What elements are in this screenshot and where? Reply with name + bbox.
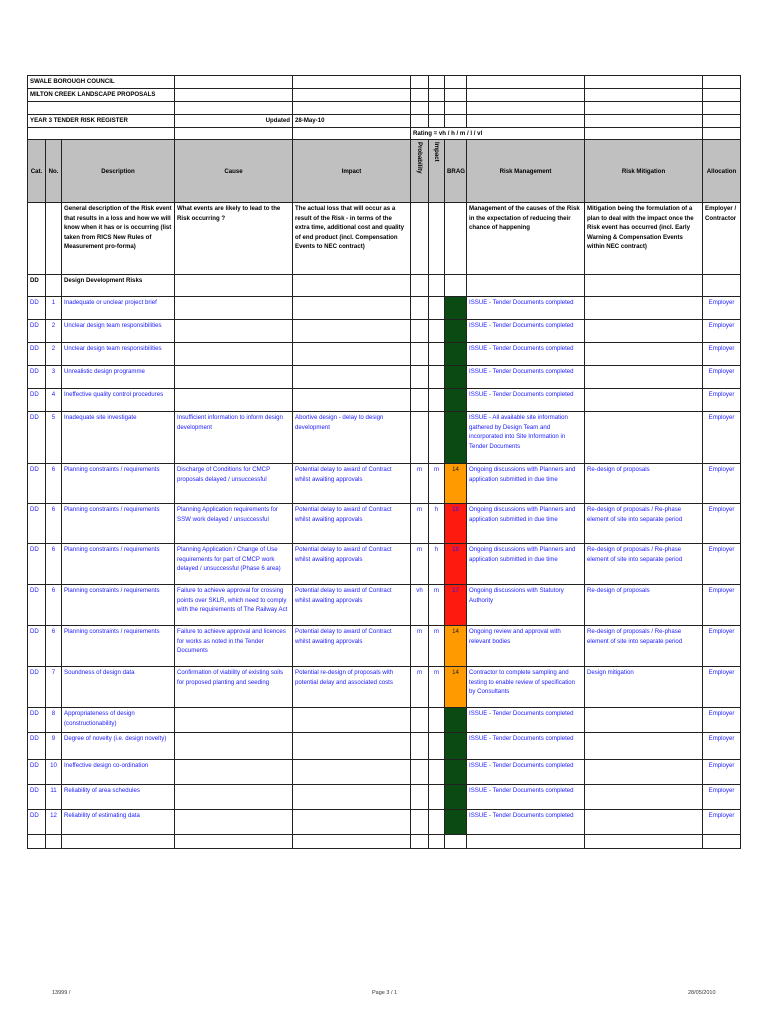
col-impact-rating: Impact	[433, 142, 441, 163]
risk-no: 6	[46, 544, 62, 585]
risk-probability: m	[411, 544, 429, 585]
table-row	[28, 810, 741, 835]
risk-cause	[175, 366, 293, 389]
risk-probability	[411, 760, 429, 785]
risk-allocation: Employer	[703, 412, 741, 464]
risk-management: ISSUE - Tender Documents completed	[467, 733, 585, 760]
risk-management: Ongoing discussions with Planners and application submitted in due time	[467, 544, 585, 585]
risk-cause	[175, 389, 293, 412]
risk-description: Planning constraints / requirements	[62, 544, 175, 585]
risk-cat: DD	[28, 504, 46, 544]
risk-impact	[293, 785, 411, 810]
risk-cause: Planning Application / Change of Use requirements for part of CMCP work delayed / unsuccessful (Phase 6 area)	[175, 544, 293, 585]
risk-description: Ineffective quality control procedures	[62, 389, 175, 412]
risk-description: Degree of novelty (i.e. design novelty)	[62, 733, 175, 760]
risk-impact-rating: m	[429, 667, 445, 708]
risk-no: 10	[46, 760, 62, 785]
risk-no: 2	[46, 320, 62, 343]
risk-description: Unclear design team responsibilities	[62, 320, 175, 343]
risk-brag	[445, 810, 467, 835]
risk-no: 2	[46, 343, 62, 366]
col-probability: Probability	[416, 142, 424, 174]
council-name: SWALE BOROUGH COUNCIL	[28, 76, 175, 89]
explain-allocation: Employer / Contractor	[703, 203, 741, 275]
risk-probability	[411, 733, 429, 760]
risk-rows	[28, 297, 741, 835]
risk-description: Planning constraints / requirements	[62, 626, 175, 667]
risk-description: Planning constraints / requirements	[62, 464, 175, 504]
risk-impact-rating	[429, 412, 445, 464]
col-allocation: Allocation	[703, 140, 741, 203]
risk-management: Ongoing discussions with Planners and application submitted in due time	[467, 504, 585, 544]
risk-probability	[411, 320, 429, 343]
risk-probability	[411, 785, 429, 810]
table-row	[28, 389, 741, 412]
risk-impact	[293, 810, 411, 835]
footer-date: 28/05/2010	[688, 990, 716, 996]
risk-impact	[293, 320, 411, 343]
updated-label: Updated	[175, 115, 293, 128]
risk-cat: DD	[28, 320, 46, 343]
risk-no: 12	[46, 810, 62, 835]
risk-impact-rating	[429, 733, 445, 760]
risk-no: 6	[46, 504, 62, 544]
explain-risk-management: Management of the causes of the Risk in the expectation of reducing their chance of happening	[467, 203, 585, 275]
risk-cat: DD	[28, 297, 46, 320]
table-row	[28, 366, 741, 389]
risk-probability	[411, 389, 429, 412]
table-row	[28, 760, 741, 785]
risk-impact	[293, 297, 411, 320]
risk-mitigation: Re-design of proposals	[585, 464, 703, 504]
risk-management: Ongoing discussions with Statutory Authority	[467, 585, 585, 626]
risk-impact-rating	[429, 366, 445, 389]
risk-impact: Potential re-design of proposals with potential delay and associated costs	[293, 667, 411, 708]
risk-mitigation	[585, 366, 703, 389]
risk-allocation: Employer	[703, 810, 741, 835]
col-description: Description	[62, 140, 175, 203]
table-row	[28, 544, 741, 585]
risk-probability	[411, 366, 429, 389]
table-row	[28, 343, 741, 366]
risk-description: Inadequate or unclear project brief	[62, 297, 175, 320]
section-title: Design Development Risks	[62, 275, 175, 297]
risk-cat: DD	[28, 389, 46, 412]
risk-cat: DD	[28, 708, 46, 733]
explain-description: General description of the Risk event that results in a loss and how we will know when it has or is occurring (list taken from RICS New Rules of Measurement pro-forma)	[62, 203, 175, 275]
risk-brag	[445, 760, 467, 785]
risk-description: Reliability of area schedules	[62, 785, 175, 810]
table-row	[28, 785, 741, 810]
table-row	[28, 320, 741, 343]
risk-mitigation: Re-design of proposals / Re-phase element of site into separate period	[585, 544, 703, 585]
risk-impact-rating: m	[429, 464, 445, 504]
risk-management: ISSUE - Tender Documents completed	[467, 343, 585, 366]
risk-cat: DD	[28, 343, 46, 366]
footer-ref: 13999 /	[52, 990, 71, 996]
risk-cause	[175, 708, 293, 733]
risk-description: Ineffective design co-ordination	[62, 760, 175, 785]
risk-impact-rating	[429, 343, 445, 366]
risk-probability: m	[411, 667, 429, 708]
risk-cause: Planning Application requirements for SSW work delayed / unsuccessful	[175, 504, 293, 544]
risk-management: ISSUE - Tender Documents completed	[467, 297, 585, 320]
risk-brag	[445, 733, 467, 760]
risk-impact: Potential delay to award of Contract whilst awaiting approvals	[293, 464, 411, 504]
risk-no: 1	[46, 297, 62, 320]
risk-impact: Abortive design - delay to design development	[293, 412, 411, 464]
risk-probability: m	[411, 504, 429, 544]
risk-mitigation: Re-design of proposals / Re-phase element of site into separate period	[585, 504, 703, 544]
risk-cause	[175, 733, 293, 760]
risk-brag	[445, 785, 467, 810]
risk-cause: Insufficient information to inform design development	[175, 412, 293, 464]
risk-management: ISSUE - Tender Documents completed	[467, 708, 585, 733]
risk-allocation: Employer	[703, 297, 741, 320]
risk-no: 3	[46, 366, 62, 389]
risk-management: ISSUE - Tender Documents completed	[467, 760, 585, 785]
risk-management: Contractor to complete sampling and testing to enable review of specification by Consultants	[467, 667, 585, 708]
col-risk-management: Risk Management	[467, 140, 585, 203]
risk-allocation: Employer	[703, 585, 741, 626]
risk-impact-rating	[429, 760, 445, 785]
risk-management: Ongoing review and approval with relevant bodies	[467, 626, 585, 667]
risk-impact: Potential delay to award of Contract whilst awaiting approvals	[293, 626, 411, 667]
risk-impact-rating	[429, 320, 445, 343]
risk-cat: DD	[28, 760, 46, 785]
col-brag: BRAG	[445, 140, 467, 203]
risk-cause	[175, 760, 293, 785]
col-cause: Cause	[175, 140, 293, 203]
risk-brag: 14	[445, 626, 467, 667]
risk-management: ISSUE - Tender Documents completed	[467, 785, 585, 810]
risk-cat: DD	[28, 412, 46, 464]
table-row	[28, 464, 741, 504]
explain-risk-mitigation: Mitigation being the formulation of a plan to deal with the impact once the Risk event has occurred (incl. Early Warning & Compensation Events within NEC contract)	[585, 203, 703, 275]
risk-management: ISSUE - All available site information gathered by Design Team and incorporated into Site Information in Tender Documents	[467, 412, 585, 464]
updated-date: 28-May-10	[293, 115, 411, 128]
risk-allocation: Employer	[703, 320, 741, 343]
risk-impact	[293, 343, 411, 366]
table-row	[28, 733, 741, 760]
risk-no: 6	[46, 626, 62, 667]
risk-management: ISSUE - Tender Documents completed	[467, 366, 585, 389]
risk-mitigation: Re-design of proposals	[585, 585, 703, 626]
risk-brag: 19	[445, 544, 467, 585]
risk-impact	[293, 389, 411, 412]
risk-impact: Potential delay to award of Contract whilst awaiting approvals	[293, 544, 411, 585]
risk-brag	[445, 297, 467, 320]
risk-brag: 14	[445, 667, 467, 708]
register-title: YEAR 3 TENDER RISK REGISTER	[28, 115, 175, 128]
risk-cause	[175, 297, 293, 320]
risk-brag	[445, 389, 467, 412]
risk-probability	[411, 412, 429, 464]
risk-mitigation	[585, 343, 703, 366]
risk-impact-rating	[429, 785, 445, 810]
risk-description: Unclear design team responsibilities	[62, 343, 175, 366]
risk-allocation: Employer	[703, 343, 741, 366]
risk-cat: DD	[28, 810, 46, 835]
risk-cat: DD	[28, 667, 46, 708]
risk-cat: DD	[28, 585, 46, 626]
risk-allocation: Employer	[703, 464, 741, 504]
risk-no: 4	[46, 389, 62, 412]
risk-description: Unrealistic design programme	[62, 366, 175, 389]
risk-mitigation	[585, 785, 703, 810]
table-row	[28, 412, 741, 464]
risk-mitigation	[585, 810, 703, 835]
risk-impact: Potential delay to award of Contract whilst awaiting approvals	[293, 504, 411, 544]
risk-allocation: Employer	[703, 389, 741, 412]
risk-allocation: Employer	[703, 733, 741, 760]
risk-register-table	[27, 75, 741, 849]
risk-allocation: Employer	[703, 785, 741, 810]
risk-description: Soundness of design data	[62, 667, 175, 708]
risk-description: Appropriateness of design (constructionability)	[62, 708, 175, 733]
risk-no: 6	[46, 464, 62, 504]
risk-impact-rating: h	[429, 544, 445, 585]
risk-allocation: Employer	[703, 667, 741, 708]
risk-cause	[175, 810, 293, 835]
risk-impact	[293, 733, 411, 760]
risk-impact	[293, 366, 411, 389]
explain-impact: The actual loss that will occur as a result of the Risk - in terms of the extra time, additional cost and quality of end product (incl. Compensation Events to NEC contract)	[293, 203, 411, 275]
risk-description: Planning constraints / requirements	[62, 585, 175, 626]
risk-impact-rating: h	[429, 504, 445, 544]
risk-probability	[411, 343, 429, 366]
risk-impact-rating	[429, 389, 445, 412]
rating-scale: Rating = vh / h / m / l / vl	[411, 128, 585, 140]
risk-allocation: Employer	[703, 626, 741, 667]
risk-description: Planning constraints / requirements	[62, 504, 175, 544]
col-impact: Impact	[293, 140, 411, 203]
risk-cause	[175, 320, 293, 343]
risk-cat: DD	[28, 544, 46, 585]
risk-probability: m	[411, 464, 429, 504]
risk-cause: Confirmation of viability of existing soils for proposed planting and seeding	[175, 667, 293, 708]
project-name: MILTON CREEK LANDSCAPE PROPOSALS	[28, 89, 175, 102]
risk-brag: 17	[445, 585, 467, 626]
risk-cat: DD	[28, 785, 46, 810]
risk-brag	[445, 708, 467, 733]
risk-brag	[445, 343, 467, 366]
risk-probability: vh	[411, 585, 429, 626]
table-row	[28, 708, 741, 733]
col-cat: Cat.	[28, 140, 46, 203]
section-cat: DD	[28, 275, 46, 297]
risk-description: Reliability of estimating data	[62, 810, 175, 835]
risk-no: 7	[46, 667, 62, 708]
risk-brag	[445, 412, 467, 464]
risk-impact-rating	[429, 810, 445, 835]
footer-page: Page 3 / 1	[372, 990, 398, 996]
col-risk-mitigation: Risk Mitigation	[585, 140, 703, 203]
risk-no: 9	[46, 733, 62, 760]
risk-cat: DD	[28, 366, 46, 389]
risk-cause: Discharge of Conditions for CMCP proposals delayed / unsuccessful	[175, 464, 293, 504]
risk-impact-rating: m	[429, 585, 445, 626]
risk-cause	[175, 343, 293, 366]
risk-no: 5	[46, 412, 62, 464]
risk-probability: m	[411, 626, 429, 667]
risk-brag	[445, 366, 467, 389]
risk-management: ISSUE - Tender Documents completed	[467, 320, 585, 343]
risk-cause: Failure to achieve approval for crossing points over SKLR, which need to comply with the requirements of The Railway Act	[175, 585, 293, 626]
risk-management: ISSUE - Tender Documents completed	[467, 389, 585, 412]
risk-cause: Failure to achieve approval and licences for works as noted in the Tender Documents	[175, 626, 293, 667]
risk-brag: 19	[445, 504, 467, 544]
risk-cause	[175, 785, 293, 810]
risk-impact	[293, 708, 411, 733]
explain-cause: What events are likely to lead to the Risk occurring ?	[175, 203, 293, 275]
table-row	[28, 585, 741, 626]
table-row	[28, 667, 741, 708]
risk-brag	[445, 320, 467, 343]
risk-cat: DD	[28, 464, 46, 504]
table-row	[28, 504, 741, 544]
risk-mitigation	[585, 708, 703, 733]
risk-no: 8	[46, 708, 62, 733]
risk-cat: DD	[28, 626, 46, 667]
risk-mitigation	[585, 733, 703, 760]
risk-no: 6	[46, 585, 62, 626]
risk-allocation: Employer	[703, 366, 741, 389]
risk-impact	[293, 760, 411, 785]
table-row	[28, 626, 741, 667]
risk-mitigation	[585, 760, 703, 785]
risk-mitigation	[585, 412, 703, 464]
col-no: No.	[46, 140, 62, 203]
risk-mitigation	[585, 389, 703, 412]
risk-cat: DD	[28, 733, 46, 760]
risk-impact: Potential delay to award of Contract whilst awaiting approvals	[293, 585, 411, 626]
risk-management: Ongoing discussions with Planners and application submitted in due time	[467, 464, 585, 504]
risk-mitigation: Re-design of proposals / Re-phase element of site into separate period	[585, 626, 703, 667]
risk-brag: 14	[445, 464, 467, 504]
risk-allocation: Employer	[703, 504, 741, 544]
risk-allocation: Employer	[703, 708, 741, 733]
risk-management: ISSUE - Tender Documents completed	[467, 810, 585, 835]
risk-probability	[411, 297, 429, 320]
risk-probability	[411, 708, 429, 733]
risk-mitigation: Design mitigation	[585, 667, 703, 708]
table-row	[28, 297, 741, 320]
risk-allocation: Employer	[703, 760, 741, 785]
risk-no: 11	[46, 785, 62, 810]
risk-impact-rating	[429, 708, 445, 733]
risk-mitigation	[585, 297, 703, 320]
risk-mitigation	[585, 320, 703, 343]
risk-impact-rating	[429, 297, 445, 320]
risk-allocation: Employer	[703, 544, 741, 585]
risk-description: Inadequate site investigate	[62, 412, 175, 464]
risk-probability	[411, 810, 429, 835]
risk-impact-rating: m	[429, 626, 445, 667]
